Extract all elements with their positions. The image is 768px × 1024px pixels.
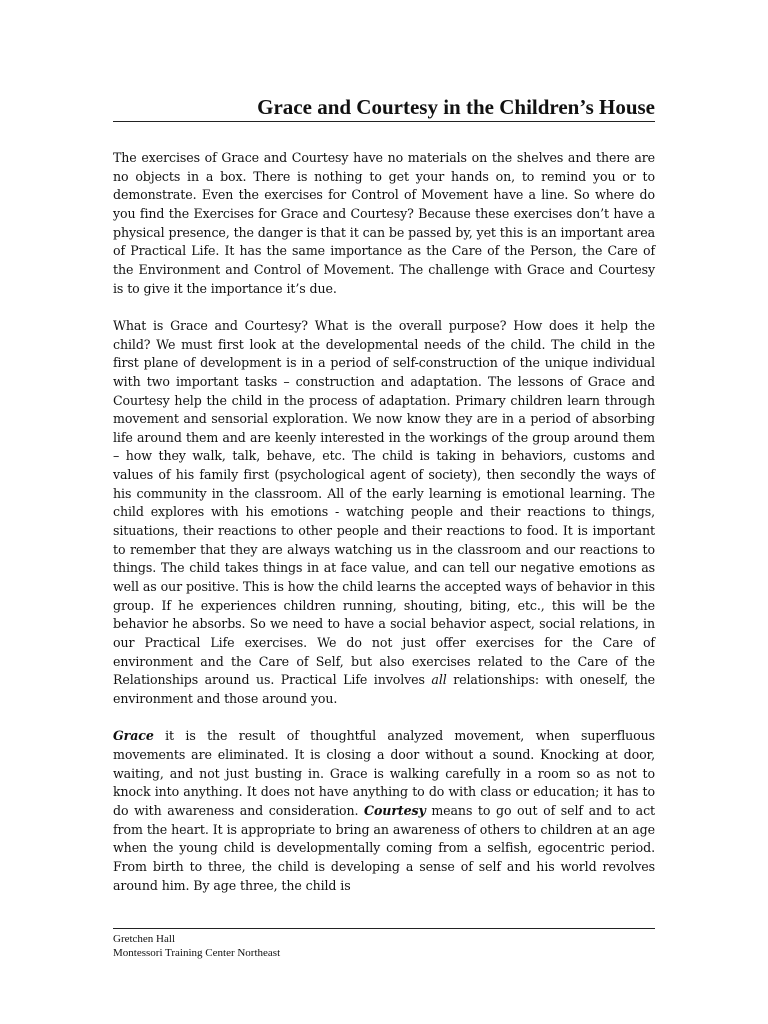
- body-text: [113, 149, 655, 914]
- footer-author: Gretchen Hall: [113, 933, 175, 945]
- paragraph-3-text-a: it is the result of thoughtful analyzed movement, when superfluous movements are eliminated. It is closing a door without a sound. Knocking at door, waiting, and not just busting in. Grace is walking carefully in a room so as not to knock into anything. It does not have anything to do with class or education; it has to do with awareness and consideration.: [113, 728, 655, 818]
- page-title: Grace and Courtesy in the Children’s House: [257, 95, 655, 119]
- footer-divider: [113, 928, 655, 929]
- document-page: [113, 0, 655, 1024]
- paragraph-2-text-b: relationships: with oneself, the environment and those around you.: [113, 672, 655, 707]
- paragraph-1: The exercises of Grace and Courtesy have no materials on the shelves and there are no objects in a box. There is nothing to get your hands on, to remind you or to demonstrate. Even the exercises for Control of Movement have a line. So where do you find the Exercises for Grace and Courtesy? Because these exercises don’t have a physical presence, the danger is that it can be passed by, yet this is an important area of Practical Life. It has the same importance as the Care of the Person, the Care of the Environment and Control of Movement. The challenge with Grace and Courtesy is to give it the importance it’s due.: [113, 150, 655, 296]
- page-footer: [113, 932, 280, 960]
- grace-term: Grace: [113, 728, 154, 744]
- paragraph-3-text-b: means to go out of self and to act from the heart. It is appropriate to bring an awareness of others to children at an age when the young child is developmentally coming from a selfish, egocentric period. From birth to three, the child is developing a sense of self and his world revolves around him. By age three, the child is: [113, 802, 656, 893]
- paragraph-2-text-a: What is Grace and Courtesy? What is the overall purpose? How does it help the child? We must first look at the developmental needs of the child. The child in the first plane of development is in a period of self-construction of the unique individual with two important tasks – construction and adaptation. The lessons of Grace and Courtesy help the child in the process of adaptation. Primary children learn through movement and sensorial exploration. We now know they are in a period of absorbing life around them and are keenly interested in the workings of the group around them – how they walk, talk, behave, etc. The child is taking in behaviors, customs and values of his family first (psychological agent of society), then secondly the ways of his community in the classroom. All of the early learning is emotional learning. The child explores with his emotions - watching people and their reactions to things, situations, their reactions to other people and their reactions to food. It is important to remember that they are always watching us in the classroom and our reactions to things. The child takes things in at face value, and can tell our negative emotions as well as our positive. This is how the child learns the accepted ways of behavior in this group. If he experiences children running, shouting, biting, etc., this will be the behavior he absorbs. So we need to have a social behavior aspect, social relations, in our Practical Life exercises. We do not just offer exercises for the Care of environment and the Care of Self, but also exercises related to the Care of the Relationships around us. Practical Life involves: [113, 317, 655, 688]
- title-divider: [113, 121, 655, 122]
- courtesy-term: Courtesy: [364, 802, 426, 818]
- paragraph-2-emphasis: all: [431, 672, 447, 688]
- paragraph-2: [113, 317, 655, 709]
- paragraph-3: [113, 727, 655, 895]
- footer-organization: Montessori Training Center Northeast: [113, 947, 281, 959]
